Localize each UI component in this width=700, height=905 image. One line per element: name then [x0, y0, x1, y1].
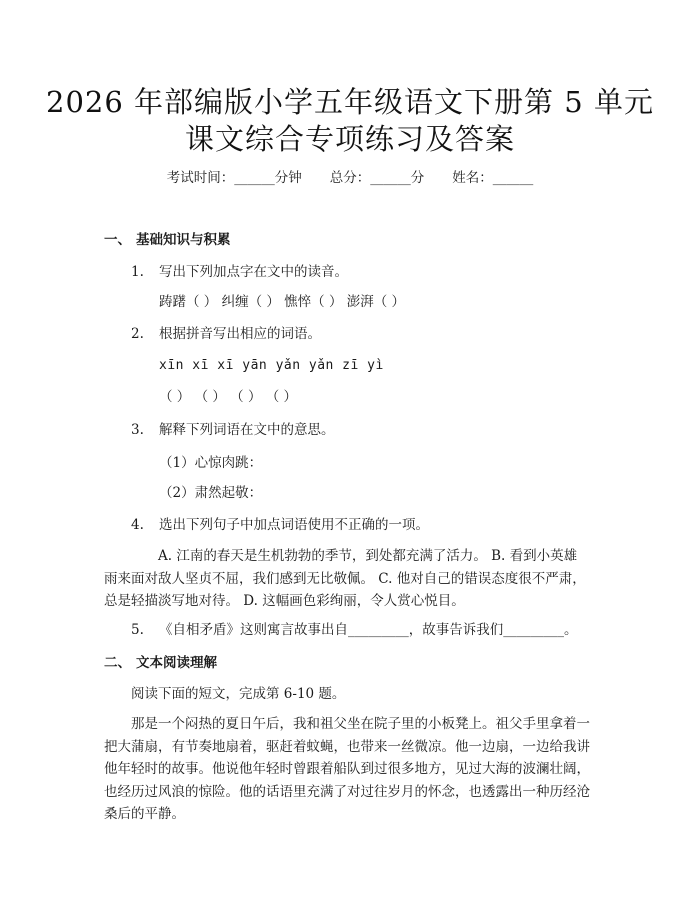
- passage-line-5: 桑后的平静。: [104, 806, 185, 822]
- question-2-number: 2.: [131, 326, 144, 342]
- question-1-items: 踌躇（ ） 纠缠（ ） 憔悴（ ） 澎湃（ ）: [159, 294, 406, 310]
- exam-time-field: 考试时间：______分钟: [166, 170, 302, 186]
- student-name-field: 姓名：______: [452, 170, 534, 186]
- reading-passage: [104, 713, 604, 826]
- passage-line-3: 他年轻时的故事。他说他年轻时曾跟着船队到过很多地方，见过大海的波澜壮阔，: [104, 761, 590, 777]
- question-2: [131, 324, 321, 344]
- passage-line-1: 那是一个闷热的夏日午后，我和祖父坐在院子里的小板凳上。祖父手里拿着一: [131, 716, 590, 732]
- question-2-prompt: 根据拼音写出相应的词语。: [159, 326, 321, 342]
- question-5: [131, 620, 578, 640]
- question-2-pinyin: xīn xī xī yān yǎn yǎn zī yì: [159, 358, 384, 373]
- document-title-line1: 2026 年部编版小学五年级语文下册第 5 单元: [46, 85, 654, 119]
- passage-line-2: 把大蒲扇，有节奏地扇着，驱赶着蚊蝇，也带来一丝微凉。他一边扇，一边给我讲: [104, 738, 590, 755]
- question-4-options-line-3: 总是轻描淡写地对待。 D. 这幅画色彩绚丽，令人赏心悦目。: [104, 593, 465, 609]
- question-3-prompt: 解释下列词语在文中的意思。: [159, 422, 335, 438]
- section-2-title: 文本阅读理解: [136, 655, 217, 671]
- question-4-prompt: 选出下列句子中加点词语使用不正确的一项。: [159, 517, 429, 533]
- section-1-number: 一、: [104, 232, 131, 248]
- section-1-heading: [104, 230, 231, 250]
- reading-instruction: 阅读下面的短文，完成第 6-10 题。: [131, 686, 346, 702]
- question-3-number: 3.: [131, 422, 144, 438]
- question-4-options: [104, 545, 604, 613]
- question-4-number: 4.: [131, 517, 144, 533]
- question-5-number: 5.: [131, 622, 144, 638]
- question-5-prompt: 《自相矛盾》这则寓言故事出自_________，故事告诉我们_________。: [159, 622, 578, 638]
- question-1-prompt: 写出下列加点字在文中的读音。: [159, 264, 348, 280]
- question-1-number: 1.: [131, 264, 144, 280]
- section-2-heading: [104, 653, 217, 673]
- question-3-item-1: （1）心惊肉跳：: [159, 455, 263, 471]
- question-3: [131, 420, 335, 440]
- question-4-options-line-1: A. 江南的春天是生机勃勃的季节，到处都充满了活力。 B. 看到小英雄: [158, 548, 578, 564]
- section-2-number: 二、: [104, 655, 131, 671]
- exam-info: [0, 168, 700, 188]
- passage-line-4: 也经历过风浪的惊险。他的话语里充满了对过往岁月的怀念，也透露出一种历经沧: [104, 783, 590, 800]
- question-4-options-line-2: 雨来面对敌人坚贞不屈，我们感到无比敬佩。 C. 他对自己的错误态度很不严肃，: [104, 570, 586, 587]
- question-2-blanks: （ ） （ ） （ ） （ ）: [159, 389, 298, 405]
- total-score-field: 总分：______分: [329, 170, 425, 186]
- document-title-line2: 课文综合专项练习及答案: [184, 122, 515, 156]
- section-1-title: 基础知识与积累: [136, 232, 231, 248]
- question-1: [131, 262, 348, 282]
- question-3-item-2: （2）肃然起敬：: [159, 485, 263, 501]
- question-4: [131, 515, 429, 535]
